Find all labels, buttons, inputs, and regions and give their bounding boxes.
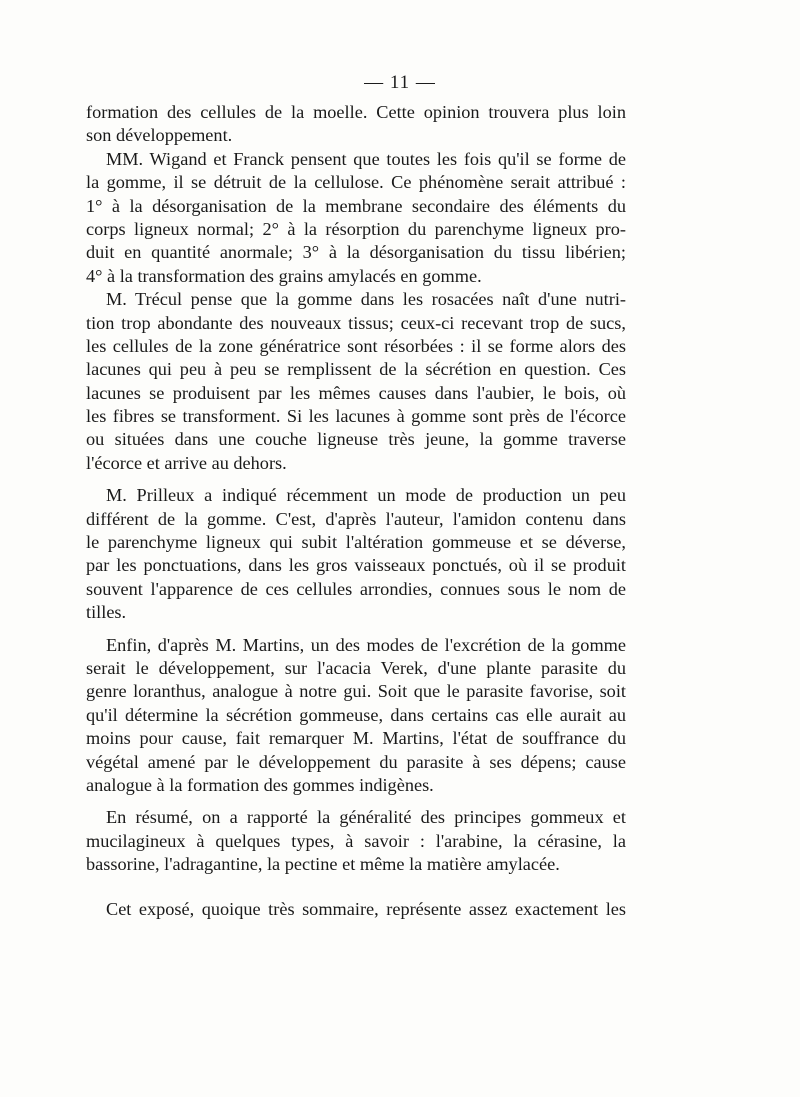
paragraph-gap <box>86 877 626 898</box>
text-line: lacunes se produisent par les mêmes causes dans l'aubier, le bois, où <box>86 382 626 403</box>
text-line: duit en quantité anormale; 3° à la désorganisation du tissu libérien; <box>86 242 626 263</box>
text-line: le parenchyme ligneux qui subit l'altération gommeuse et se déverse, <box>86 532 626 553</box>
text-line: En résumé, on a rapporté la généralité des principes gommeux et <box>106 807 626 828</box>
text-line: tion trop abondante des nouveaux tissus; ceux-ci recevant trop de sucs, <box>86 312 626 333</box>
text-line: la gomme, il se détruit de la cellulose. Ce phénomène serait attribué : <box>86 172 626 193</box>
paragraph <box>86 484 626 624</box>
text-line: l'écorce et arrive au dehors. <box>86 452 287 473</box>
text-line: serait le développement, sur l'acacia Verek, d'une plante parasite du <box>86 657 626 678</box>
paragraph <box>86 101 626 148</box>
text-line: par les ponctuations, dans les gros vaisseaux ponctués, où il se produit <box>86 555 626 576</box>
text-line: Enfin, d'après M. Martins, un des modes de l'excrétion de la gomme <box>106 634 626 655</box>
text-line: M. Trécul pense que la gomme dans les rosacées naît d'une nutri- <box>106 289 626 310</box>
text-line: différent de la gomme. C'est, d'après l'auteur, l'amidon contenu dans <box>86 508 626 529</box>
text-line: moins pour cause, fait remarquer M. Martins, l'état de souffrance du <box>86 728 626 749</box>
paragraph-gap <box>86 625 626 634</box>
text-line: corps ligneux normal; 2° à la résorption du parenchyme ligneux pro- <box>86 218 626 239</box>
text-line: bassorine, l'adragantine, la pectine et même la matière amylacée. <box>86 854 560 875</box>
paragraph <box>86 148 626 288</box>
text-line: 4° à la transformation des grains amylacés en gomme. <box>86 265 482 286</box>
paragraph <box>86 288 626 475</box>
paragraph <box>86 898 626 921</box>
text-line: son développement. <box>86 125 233 146</box>
text-line: 1° à la désorganisation de la membrane secondaire des éléments du <box>86 195 626 216</box>
page-number: — 11 — <box>364 72 436 93</box>
text-line: formation des cellules de la moelle. Cette opinion trouvera plus loin <box>86 102 626 122</box>
text-line: M. Prilleux a indiqué récemment un mode de production un peu <box>106 485 626 506</box>
text-line: ou situées dans une couche ligneuse très jeune, la gomme traverse <box>86 429 626 450</box>
text-line: qu'il détermine la sécrétion gommeuse, dans certains cas elle aurait au <box>86 704 626 725</box>
text-line: analogue à la formation des gommes indigènes. <box>86 774 434 795</box>
text-line: souvent l'apparence de ces cellules arrondies, connues sous le nom de <box>86 578 626 599</box>
text-line: Cet exposé, quoique très sommaire, représente assez exactement les <box>106 898 626 919</box>
text-line: les cellules de la zone génératrice sont résorbées : il se forme alors des <box>86 335 626 356</box>
text-line: les fibres se transforment. Si les lacunes à gomme sont près de l'écorce <box>86 406 626 427</box>
paragraph <box>86 806 626 876</box>
paragraph <box>86 634 626 798</box>
text-line: végétal amené par le développement du parasite à ses dépens; cause <box>86 751 626 772</box>
text-line: MM. Wigand et Franck pensent que toutes les fois qu'il se forme de <box>106 148 626 169</box>
body-text <box>86 101 626 921</box>
paragraph-gap <box>86 475 626 484</box>
paragraph-gap <box>86 797 626 806</box>
text-line: lacunes qui peu à peu se remplissent de la sécrétion en question. Ces <box>86 359 626 380</box>
text-line: tilles. <box>86 602 127 623</box>
text-line: genre loranthus, analogue à notre gui. Soit que le parasite favorise, soit <box>86 681 626 702</box>
text-line: mucilagineux à quelques types, à savoir : l'arabine, la cérasine, la <box>86 830 626 851</box>
